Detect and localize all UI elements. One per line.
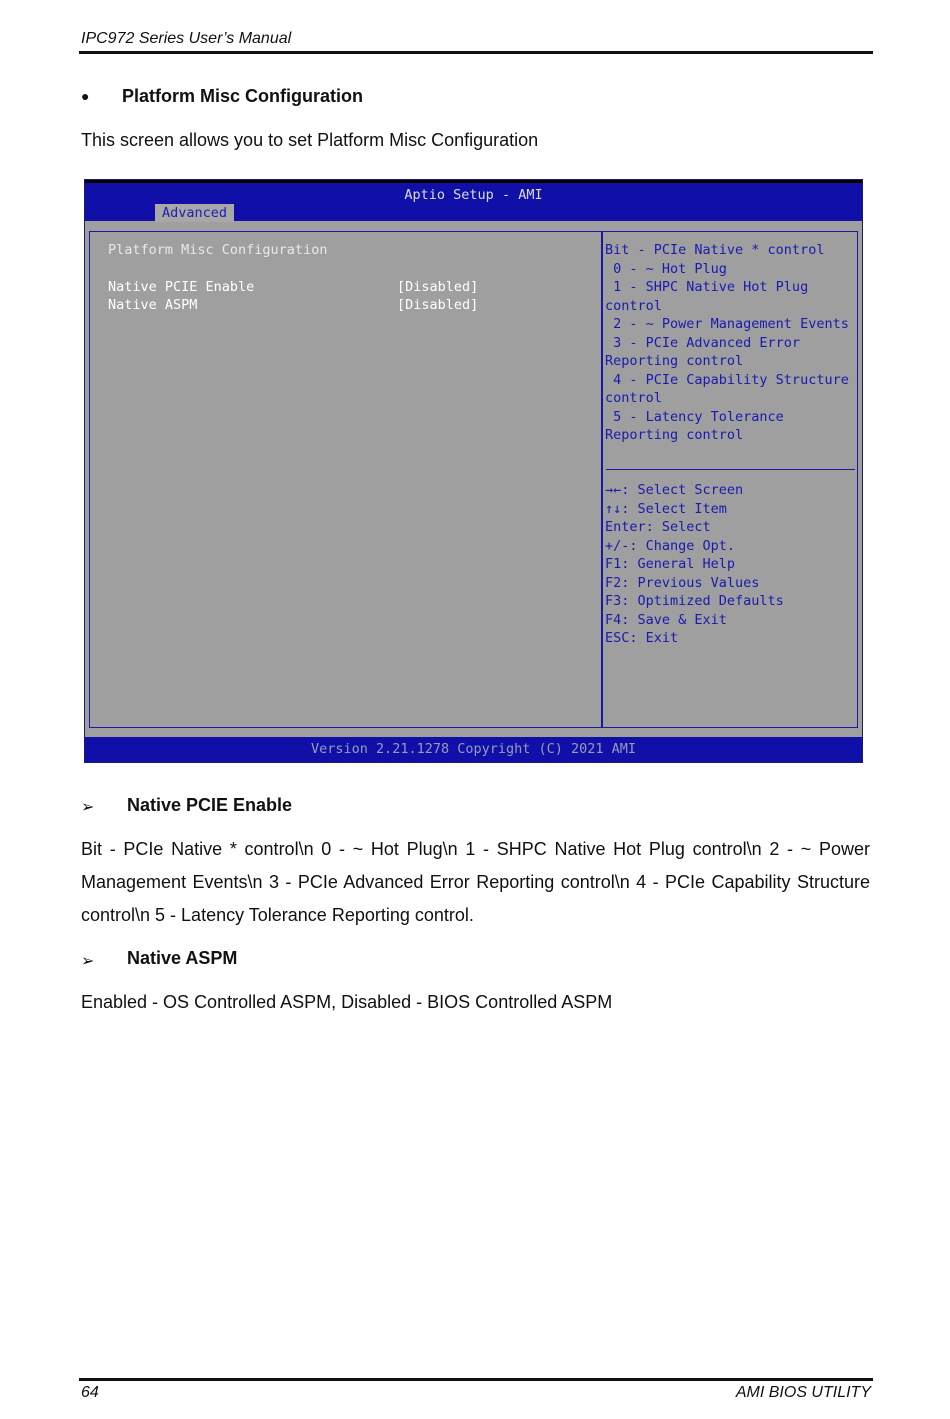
subsection-title-native-aspm: Native ASPM: [127, 948, 238, 968]
native-pcie-enable-item[interactable]: Native PCIE Enable: [108, 279, 255, 295]
help-separator: [606, 469, 855, 470]
help-line: 5 - Latency Tolerance: [605, 408, 784, 425]
bios-version: Version 2.21.1278 Copyright (C) 2021 AMI: [310, 741, 637, 757]
help-line: 4 - PCIe Capability Structure: [605, 371, 849, 388]
help-line: Bit - PCIe Native * control: [605, 242, 825, 258]
help-line: 0 - ~ Hot Plug: [605, 260, 727, 277]
header-rule: [79, 51, 873, 54]
subsection-title-native-pcie: Native PCIE Enable: [127, 795, 293, 815]
subsection-body-native-aspm: Enabled - OS Controlled ASPM, Disabled - BIOS Controlled ASPM: [81, 992, 613, 1012]
bios-title: Aptio Setup - AMI: [404, 187, 543, 203]
help-line: 1 - SHPC Native Hot Plug: [605, 279, 809, 295]
native-aspm-item[interactable]: Native ASPM: [108, 297, 198, 313]
key-hint-f1: F1: General Help: [605, 556, 736, 572]
key-hint-select-screen: →←: Select Screen: [605, 482, 744, 498]
bullet-icon: ●: [81, 88, 90, 104]
arrow-bullet-icon: ➢: [81, 799, 95, 816]
bios-screenshot: [84, 179, 863, 763]
key-hint-enter: Enter: Select: [605, 519, 711, 535]
help-line: 2 - ~ Power Management Events: [605, 316, 849, 332]
arrow-bullet-icon: ➢: [81, 953, 95, 970]
key-hint-f4: F4: Save & Exit: [605, 611, 727, 628]
help-line: 3 - PCIe Advanced Error: [605, 334, 801, 351]
help-line: Reporting control: [605, 353, 744, 369]
section-intro: This screen allows you to set Platform Misc Configuration: [81, 130, 539, 150]
help-line: Reporting control: [605, 427, 744, 443]
tab-advanced[interactable]: Advanced: [155, 204, 234, 222]
manual-title: IPC972 Series User’s Manual: [81, 30, 292, 47]
key-hint-f2: F2: Previous Values: [605, 574, 760, 591]
footer-section: AMI BIOS UTILITY: [735, 1384, 871, 1401]
key-hint-f3: F3: Optimized Defaults: [605, 593, 784, 609]
section-title: Platform Misc Configuration: [122, 86, 364, 106]
bios-top-border: [85, 180, 862, 183]
native-pcie-enable-value[interactable]: [Disabled]: [397, 279, 479, 295]
bios-page-title: Platform Misc Configuration: [108, 242, 328, 258]
subsection-body-native-pcie: Bit - PCIe Native * control\n 0 - ~ Hot Plug\n 1 - SHPC Native Hot Plug control\n 2 - ~ Power Management Events\n 3 - PCIe Advanced Error Reporting control\n 4 - PCIe Capability Structure control\n 5 - Latency Tolerance Reporting control.: [81, 839, 870, 925]
help-line: control: [605, 390, 662, 406]
help-line: control: [605, 297, 662, 314]
bios-panel-divider: [601, 231, 603, 728]
native-aspm-value[interactable]: [Disabled]: [397, 297, 479, 313]
key-hint-esc: ESC: Exit: [605, 630, 679, 646]
key-hint-change-opt: +/-: Change Opt.: [605, 537, 736, 554]
key-hint-select-item: ↑↓: Select Item: [605, 500, 727, 517]
footer-rule: [79, 1378, 873, 1381]
page-number: 64: [81, 1384, 99, 1401]
